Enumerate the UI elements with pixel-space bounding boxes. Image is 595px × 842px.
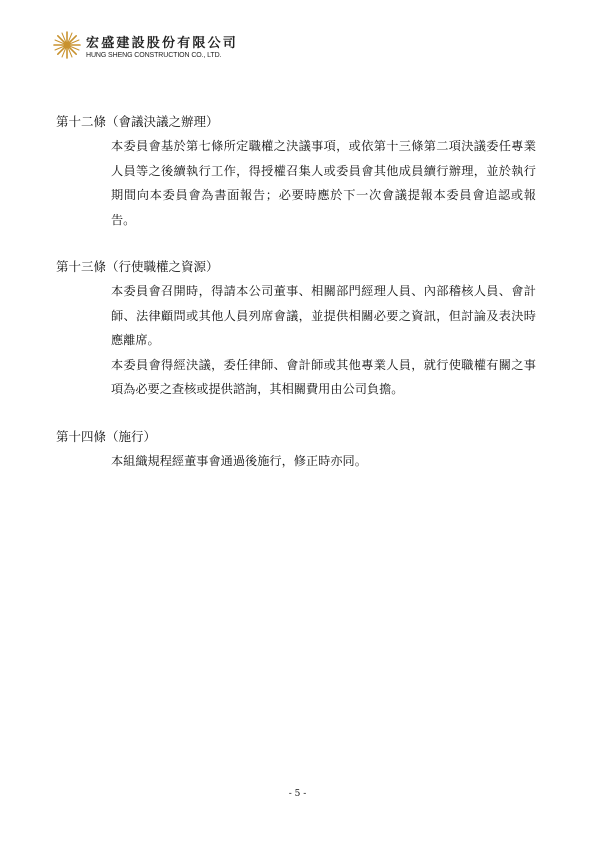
page-header [52,30,282,66]
article-13 [56,255,536,402]
sunburst-logo-icon [52,30,82,60]
paragraph: 本委員會召開時，得請本公司董事、相關部門經理人員、內部稽核人員、會計師、法律顧問或其他人員列席會議，並提供相關必要之資訊，但討論及表決時應離席。 [111,284,536,347]
company-name-chinese: 宏盛建設股份有限公司 [86,36,239,51]
paragraph: 本委員會得經決議，委任律師、會計師或其他專業人員，就行使職權有關之事項為必要之查核或提供諮詢，其相關費用由公司負擔。 [111,357,536,396]
article-body [111,134,536,232]
article-title: 第十四條（施行） [56,428,157,444]
article-title: 第十三條（行使職權之資源） [56,259,219,274]
document-body [56,110,536,496]
article-body [111,449,536,474]
page-number: - 5 - [288,789,307,799]
paragraph: 本組織規程經董事會通過後施行，修正時亦同。 [111,453,367,468]
article-body [111,279,536,402]
company-name-english: HUNG SHENG CONSTRUCTION CO., LTD. [86,52,222,59]
paragraph: 本委員會基於第七條所定職權之決議事項，或依第十三條第二項決議委任專業人員等之後續執行工作，得授權召集人或委員會其他成員續行辦理，並於執行期間向本委員會為書面報告；必要時應於下一次會議提報本委員會追認或報告。 [111,139,536,227]
article-14 [56,425,536,474]
article-12 [56,110,536,232]
article-title: 第十二條（會議決議之辦理） [56,114,219,129]
